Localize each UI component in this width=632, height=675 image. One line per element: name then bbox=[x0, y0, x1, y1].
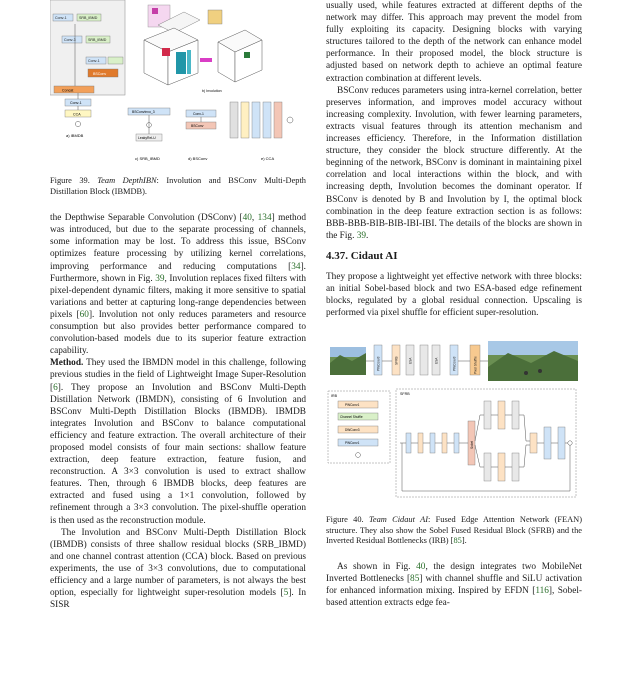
fig39-srb-b: SRB_IBMD bbox=[88, 38, 107, 42]
fig40-esa-b: ESA bbox=[434, 357, 439, 365]
figure-ref-link[interactable]: 39 bbox=[356, 230, 367, 241]
figure-39-caption-rest: : Involution and BSConv Multi-Depth Distillation Block (IBMDB). bbox=[50, 176, 306, 196]
text-run: ], Sobel-based attention extracts edge fea- bbox=[326, 586, 582, 609]
fig39-leaky: LeakyReLU bbox=[138, 136, 156, 140]
fig39-cca: CCA bbox=[73, 112, 81, 117]
fig39-conv1-a: Conv-1 bbox=[55, 16, 67, 20]
figure-ref-link[interactable]: 40 bbox=[416, 562, 426, 573]
right-column bbox=[326, 0, 582, 675]
fig40-sfrb-a: SFRB bbox=[394, 356, 399, 366]
fig40-esa-a: ESA bbox=[408, 357, 413, 365]
fig39-label-b: b) Involution bbox=[202, 89, 222, 93]
left-paragraph-1 bbox=[50, 212, 306, 357]
fig40-pwconv-a: PWConv3 bbox=[376, 356, 381, 372]
right-paragraph-1: usually used, while features extracted at different depths of the network may differ. This approach may prevent the model from fully exploiting its capacity. Designing blocks with varying structures tailored to the depth of the network can enhance model performance. In their proposed model, the block structure is adjusted based on network depth to achieve an optimal feature extraction combination at different levels. bbox=[326, 1, 582, 84]
citation-link[interactable]: 134 bbox=[257, 213, 272, 224]
text-run: BSConv reduces parameters using intra-kernel correlation, better preserves information, and improves model accuracy without increasing complexity. Involution, with fewer learning parameters, extracts visual features through its attention mechanism and increases efficiency. Therefore, in the Information distillation structure, they consider the block structure differently. At the beginning of the network, BSConv is dominant in maintaining pixel correlation and local interactions within the block, and with increasing depth, Involution becomes the dominant operator. If BSConv is denoted by B and Involution by I, the optimal block combination in the deep feature extraction section is as follows: BBB-BBB-BIB-BIB-IBI-IBI. The details of the blocks are shown in the Fig. bbox=[326, 85, 582, 241]
text-run: They used the IBMDN model in this challenge, following previous studies in the field of Lightweight Image Super-Resolution [ bbox=[50, 358, 306, 393]
figure-40-caption-lead: Figure 40. bbox=[326, 515, 364, 525]
text-run: ]. Involution not only reduces parameters and resource consumption but also provides better performance compared to convolution-based models due to its superior feature extraction capability. bbox=[50, 309, 306, 357]
fig40-pwconv1-a: PWConv1 bbox=[345, 403, 360, 408]
fig39-label-a: a) IBMDB bbox=[66, 133, 84, 138]
left-paragraph-2 bbox=[50, 357, 306, 526]
text-run: , bbox=[251, 213, 258, 224]
fig40-channelshuffle: Channel Shuffle bbox=[340, 415, 363, 420]
fig39-label-e: e) CCA bbox=[261, 156, 275, 161]
fig40-dwconv: DWConv3 bbox=[345, 428, 360, 433]
text-run: . bbox=[366, 230, 369, 241]
fig40-irb: IRB bbox=[331, 394, 337, 399]
fig39-srb-a: SRB_IBMD bbox=[79, 16, 98, 20]
fig39-conv1-b: Conv-1 bbox=[88, 59, 100, 63]
method-label: Method. bbox=[50, 358, 84, 369]
citation-link[interactable]: 85 bbox=[453, 536, 462, 546]
citation-link[interactable]: 60 bbox=[79, 309, 89, 320]
fig40-pwconv1-b: PWConv1 bbox=[345, 441, 360, 446]
citation-link[interactable]: 34 bbox=[291, 261, 301, 272]
right-paragraph-4 bbox=[326, 561, 582, 609]
left-column bbox=[50, 0, 306, 675]
citation-link[interactable]: 85 bbox=[410, 574, 420, 585]
text-run: , the design integrates two MobileNet Inverted Bottlenecks [ bbox=[326, 562, 582, 585]
fig39-concat: Concat bbox=[62, 88, 74, 93]
text-run: The Involution and BSConv Multi-Depth Distillation Block (IBMDB) consists of three shallow residual blocks (SRB_IBMD) and one channel contrast attention (CCA) block. Based on previous experiments, the use of 3×3 convolutions, due to computational efficiency and a large number of parameters, is not always the best option, especially for lightweight super-resolution models [ bbox=[50, 527, 306, 599]
text-run: ]. In SISR bbox=[50, 588, 306, 611]
text-run: ]. They propose an Involution and BSConv Multi-Depth Distillation Network (IBMDN), consisting of 6 Involution and BSConv Multi-Depth Distillation Blocks (IBMDB). IBMDB integrates Involution and BSConv to balance computational efficiency and feature extraction. The overall architecture of their proposed model consists of four main sections: shallow feature extraction, deep feature extraction, feature fusion, and reconstruction. A 3×3 convolution is used to extract shallow features. Then, through 6 IBMDB blocks, deep features are extracted and fused using a 1×1 convolution, followed by refinement through a 3×3 convolution. The pixel-shuffle operation is then used as the reconstruction module. bbox=[50, 382, 306, 526]
fig39-label-c: c) SRB_IBMD bbox=[135, 156, 160, 161]
text-run: As shown in Fig. bbox=[337, 562, 417, 573]
citation-link[interactable]: 116 bbox=[535, 586, 549, 597]
figure-39-caption-team: Team DepthIBN bbox=[97, 176, 157, 185]
text-run: , Involution replaces fixed filters with pixel-dependent dynamic filters, making it more sensitive to spatial variations and better at capturing long-range dependencies between pixels [ bbox=[50, 273, 306, 320]
figure-39 bbox=[50, 0, 306, 168]
fig39-bsconv-d: BSConv bbox=[191, 124, 204, 128]
figure-39-diagram bbox=[50, 0, 306, 168]
figure-40-caption-rest: : Fused Edge Attention Network (FEAN) structure. They also show the Sobel Fused Residual Block (SFRB) and the Inverted Residual Bottlenecks (IRB) [ bbox=[326, 515, 582, 546]
fig40-sfrb-b: SFRB bbox=[400, 392, 410, 397]
figure-ref-link[interactable]: 39 bbox=[155, 273, 165, 284]
citation-link[interactable]: 6 bbox=[53, 382, 58, 393]
figure-39-caption-lead: Figure 39. bbox=[50, 176, 90, 185]
text-run: ]. Furthermore, shown in Fig. bbox=[50, 261, 306, 284]
left-paragraph-3 bbox=[50, 527, 306, 612]
text-run: the Depthwise Separable Convolution (DSConv) [ bbox=[50, 213, 243, 224]
fig39-conv1-c: Conv-1 bbox=[70, 101, 82, 105]
text-run: ] with channel shuffle and SiLU activation for enhanced information mixing. Inspired by EFDN [ bbox=[326, 574, 582, 597]
figure-40-diagram bbox=[326, 341, 582, 509]
figure-40-caption-team: Team Cidaut AI bbox=[368, 515, 428, 525]
figure-40-caption bbox=[326, 515, 582, 547]
citation-link[interactable]: 5 bbox=[283, 588, 289, 599]
fig39-bsconv-a: BSConv bbox=[93, 72, 107, 76]
right-paragraph-2 bbox=[326, 85, 582, 242]
fig39-label-d: d) BSConv bbox=[188, 156, 208, 161]
citation-link[interactable]: 40 bbox=[242, 213, 252, 224]
fig40-pixelshuffle: Pixel Shuffle bbox=[473, 356, 478, 375]
figure-40 bbox=[326, 341, 582, 509]
figure-40-caption-end: ]. bbox=[461, 536, 467, 546]
section-heading: 4.37. Cidaut AI bbox=[326, 249, 398, 262]
figure-39-caption bbox=[50, 176, 306, 197]
right-paragraph-3: They propose a lightweight yet effective network with three blocks: an initial Sobel-based block and two ESA-based edge refinement blocks, regulated by a global residual connection. Upscaling is performed via pixel shuffle for efficient super-resolution. bbox=[326, 271, 582, 319]
text-run: ] method was introduced, but due to the separate processing of channels, some information may be lost. To address this issue, BSConv optimizes feature processing by utilizing kernel correlations, improving performance and reducing computations [ bbox=[50, 213, 306, 272]
fig40-pwconv-b: PWConv3 bbox=[452, 356, 457, 372]
fig39-conv1-d: Conv-1 bbox=[193, 112, 204, 116]
fig39-bsconvinvo: BSConvInvo_3 bbox=[132, 110, 155, 114]
fig39-conv3-a: Conv-3 bbox=[64, 38, 76, 42]
fig40-sobel: Sobel bbox=[470, 441, 474, 450]
